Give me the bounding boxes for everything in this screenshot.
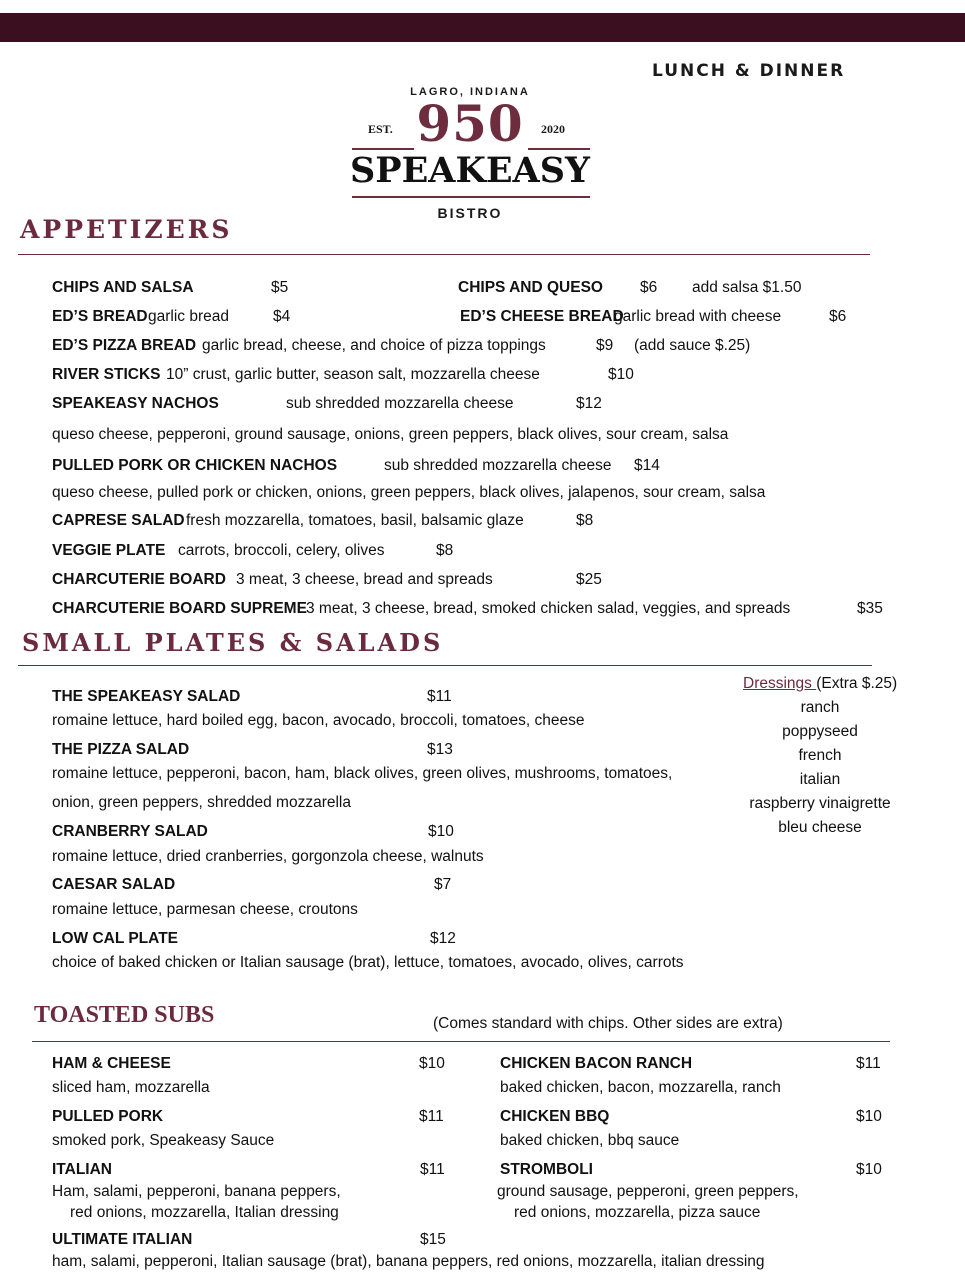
eds-cheese-bread-name: ED’S CHEESE BREAD [460, 308, 624, 325]
eds-pizza-bread-desc: garlic bread, cheese, and choice of pizza toppings [202, 337, 546, 354]
eds-pizza-bread-name: ED’S PIZZA BREAD [52, 337, 197, 354]
pork-nachos-sub: sub shredded mozzarella cheese [384, 457, 612, 474]
caesar-salad-price: $7 [434, 876, 452, 893]
veggie-price: $8 [436, 542, 454, 559]
caprese-name: CAPRESE SALAD [52, 512, 185, 529]
top-banner [0, 13, 965, 42]
caprese-desc: fresh mozzarella, tomatoes, basil, balsamic glaze [186, 512, 524, 529]
dressing-item: italian [799, 771, 841, 788]
nachos-name: SPEAKEASY NACHOS [52, 395, 219, 412]
speakeasy-salad-price: $11 [427, 688, 452, 705]
italian-name: ITALIAN [52, 1161, 112, 1178]
river-sticks-name: RIVER STICKS [52, 366, 161, 383]
chips-queso-price: $6 [640, 279, 658, 296]
cranberry-salad-desc: romaine lettuce, dried cranberries, gorgonzola cheese, walnuts [52, 848, 484, 865]
cbr-price: $11 [856, 1055, 881, 1072]
logo-rule-bottom [352, 196, 590, 198]
cbbq-name: CHICKEN BBQ [500, 1108, 610, 1125]
subs-heading: TOASTED SUBS [34, 1002, 215, 1028]
charcuterie-desc: 3 meat, 3 cheese, bread and spreads [236, 571, 493, 588]
logo-number: 950 [416, 94, 524, 153]
salads-heading: SMALL PLATES & SALADS [22, 628, 444, 657]
dressing-item: bleu cheese [778, 819, 862, 836]
pulled-pork-desc: smoked pork, Speakeasy Sauce [52, 1132, 275, 1149]
pork-nachos-price: $14 [634, 457, 660, 474]
ham-cheese-name: HAM & CHEESE [52, 1055, 171, 1072]
pork-nachos-name: PULLED PORK OR CHICKEN NACHOS [52, 457, 338, 474]
dressing-item: ranch [800, 699, 840, 716]
nachos-price: $12 [576, 395, 602, 412]
chips-salsa-price: $5 [271, 279, 289, 296]
pulled-pork-price: $11 [419, 1108, 444, 1125]
ultimate-italian-name: ULTIMATE ITALIAN [52, 1231, 193, 1248]
ham-cheese-price: $10 [419, 1055, 445, 1072]
subs-rule [32, 1041, 890, 1042]
ham-cheese-desc: sliced ham, mozzarella [52, 1079, 210, 1096]
italian-desc-2: red onions, mozzarella, Italian dressing [70, 1204, 339, 1221]
logo-name: SPEAKEASY [350, 150, 590, 191]
eds-bread-name: ED’S BREAD [52, 308, 148, 325]
charcuterie-supreme-name: CHARCUTERIE BOARD SUPREME [52, 600, 307, 617]
dressings-label: Dressings [743, 675, 817, 692]
chips-queso-name: CHIPS AND QUESO [458, 279, 603, 296]
stromboli-name: STROMBOLI [500, 1161, 593, 1178]
dressings-heading [743, 675, 897, 693]
dressings-extra: (Extra $.25) [816, 675, 898, 692]
charcuterie-supreme-desc: 3 meat, 3 cheese, bread, smoked chicken salad, veggies, and spreads [306, 600, 791, 617]
pizza-salad-desc-1: romaine lettuce, pepperoni, bacon, ham, black olives, green olives, mushrooms, tomatoes, [52, 765, 673, 782]
caesar-salad-desc: romaine lettuce, parmesan cheese, croutons [52, 901, 358, 918]
pork-nachos-desc: queso cheese, pulled pork or chicken, onions, green peppers, black olives, jalapenos, sour cream, salsa [52, 484, 766, 501]
menu-tagline: LUNCH & DINNER [652, 61, 846, 81]
dressing-item: french [798, 747, 842, 764]
appetizers-heading: APPETIZERS [20, 215, 233, 244]
veggie-name: VEGGIE PLATE [52, 542, 166, 559]
river-sticks-price: $10 [608, 366, 634, 383]
ultimate-italian-price: $15 [420, 1231, 446, 1248]
logo-subtitle: BISTRO [437, 205, 503, 221]
lowcal-desc: choice of baked chicken or Italian sausage (brat), lettuce, tomatoes, avocado, olives, carrots [52, 954, 684, 971]
ultimate-italian-desc: ham, salami, pepperoni, Italian sausage (brat), banana peppers, red onions, mozzarella, italian dressing [52, 1253, 765, 1270]
cbr-name: CHICKEN BACON RANCH [500, 1055, 693, 1072]
eds-pizza-bread-extra: (add sauce $.25) [634, 337, 751, 354]
eds-cheese-bread-desc: garlic bread with cheese [614, 308, 782, 325]
cbbq-desc: baked chicken, bbq sauce [500, 1132, 680, 1149]
nachos-desc: queso cheese, pepperoni, ground sausage, onions, green peppers, black olives, sour cream, salsa [52, 426, 729, 443]
veggie-desc: carrots, broccoli, celery, olives [178, 542, 385, 559]
pulled-pork-name: PULLED PORK [52, 1108, 164, 1125]
logo-town: LAGRO, INDIANA [410, 86, 530, 98]
pizza-salad-desc-2: onion, green peppers, shredded mozzarella [52, 794, 351, 811]
lowcal-price: $12 [430, 930, 456, 947]
caprese-price: $8 [576, 512, 594, 529]
charcuterie-price: $25 [576, 571, 602, 588]
lowcal-name: LOW CAL PLATE [52, 930, 178, 947]
nachos-sub: sub shredded mozzarella cheese [286, 395, 514, 412]
subs-note: (Comes standard with chips. Other sides are extra) [433, 1015, 783, 1032]
speakeasy-salad-name: THE SPEAKEASY SALAD [52, 688, 241, 705]
dressing-item: poppyseed [782, 723, 858, 740]
pizza-salad-price: $13 [427, 741, 453, 758]
stromboli-desc-2: red onions, mozzarella, pizza sauce [514, 1204, 761, 1221]
italian-price: $11 [420, 1161, 445, 1178]
salads-rule [18, 665, 872, 666]
appetizers-rule [18, 254, 870, 255]
charcuterie-name: CHARCUTERIE BOARD [52, 571, 226, 588]
dressing-item: raspberry vinaigrette [749, 795, 891, 812]
italian-desc-1: Ham, salami, pepperoni, banana peppers, [52, 1183, 341, 1200]
speakeasy-salad-desc: romaine lettuce, hard boiled egg, bacon, avocado, broccoli, tomatoes, cheese [52, 712, 585, 729]
charcuterie-supreme-price: $35 [857, 600, 883, 617]
cranberry-salad-name: CRANBERRY SALAD [52, 823, 208, 840]
eds-pizza-bread-price: $9 [596, 337, 614, 354]
pizza-salad-name: THE PIZZA SALAD [52, 741, 190, 758]
chips-queso-extra: add salsa $1.50 [692, 279, 802, 296]
stromboli-desc-1: ground sausage, pepperoni, green peppers, [497, 1183, 799, 1200]
eds-bread-desc: garlic bread [148, 308, 229, 325]
eds-bread-price: $4 [273, 308, 291, 325]
cbbq-price: $10 [856, 1108, 882, 1125]
logo-est: EST. [368, 122, 393, 136]
stromboli-price: $10 [856, 1161, 882, 1178]
logo-year: 2020 [541, 122, 565, 136]
eds-cheese-bread-price: $6 [829, 308, 847, 325]
caesar-salad-name: CAESAR SALAD [52, 876, 176, 893]
cranberry-salad-price: $10 [428, 823, 454, 840]
chips-salsa-name: CHIPS AND SALSA [52, 279, 194, 296]
cbr-desc: baked chicken, bacon, mozzarella, ranch [500, 1079, 781, 1096]
river-sticks-desc: 10” crust, garlic butter, season salt, mozzarella cheese [166, 366, 540, 383]
